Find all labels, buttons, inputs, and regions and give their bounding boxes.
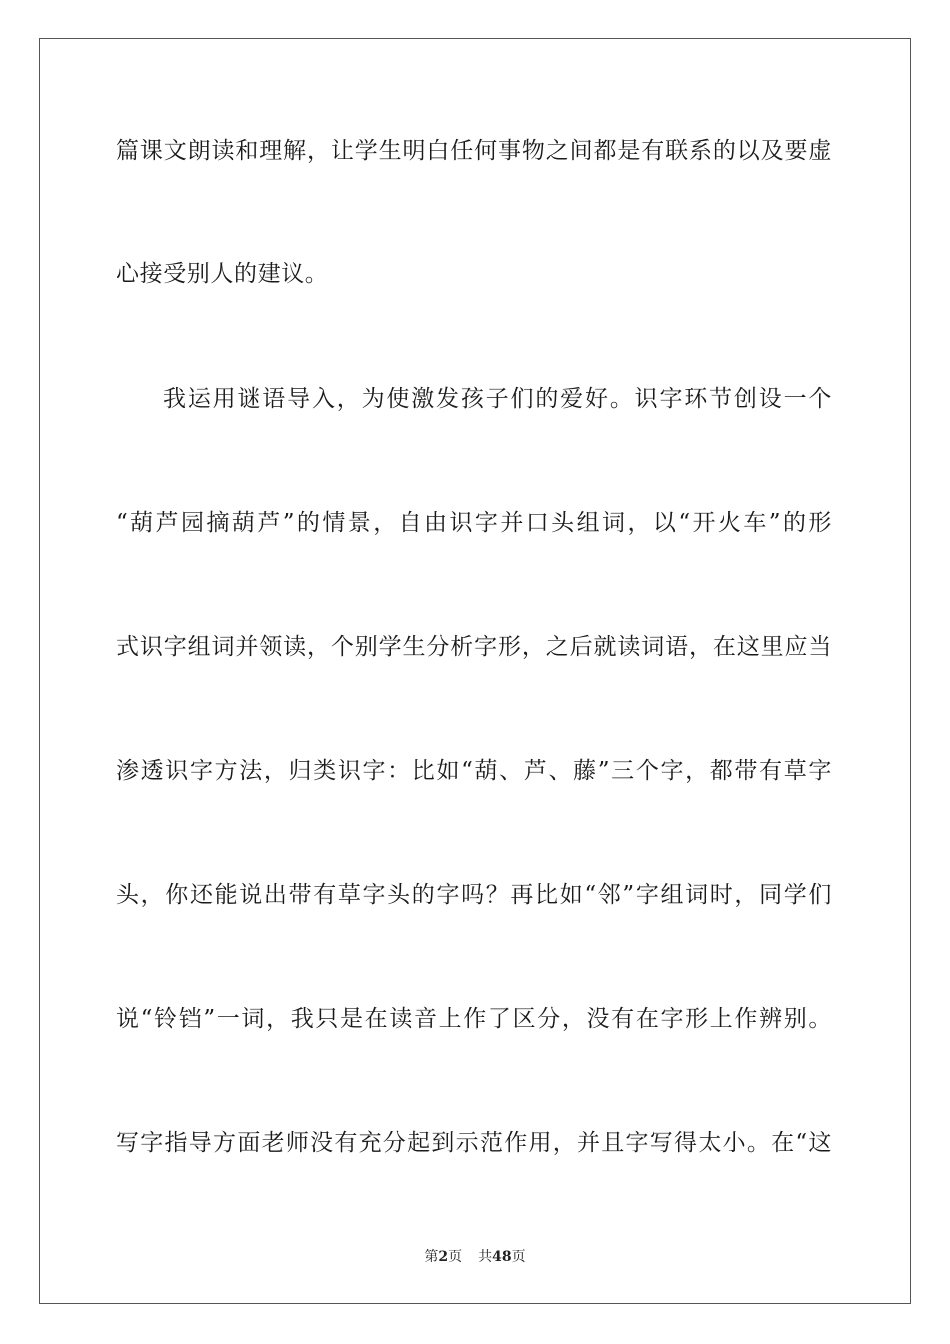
page-suffix: 页 [448,1249,463,1265]
text-line-8: 说“铃铛”一词，我只是在读音上作了区分，没有在字形上作辨别。 [116,1006,832,1032]
page-prefix: 第 [424,1249,439,1265]
page-number: 2 [438,1249,449,1265]
text-line-6: 渗透识字方法，归类识字：比如“葫、芦、藤”三个字，都带有草字 [116,758,832,784]
total-prefix: 共 [478,1249,493,1265]
page-footer [0,1248,950,1266]
text-line-7: 头，你还能说出带有草字头的字吗？再比如“邻”字组词时，同学们 [116,882,832,908]
total-suffix: 页 [511,1249,526,1265]
text-line-9: 写字指导方面老师没有充分起到示范作用，并且字写得太小。在“这 [116,1130,832,1156]
page-border [39,38,911,1304]
text-line-5: 式识字组词并领读，个别学生分析字形，之后就读词语，在这里应当 [116,634,832,660]
text-line-2: 心接受别人的建议。 [116,261,329,287]
total-pages: 48 [492,1249,512,1265]
text-line-3: 我运用谜语导入，为使激发孩子们的爱好。识字环节创设一个 [163,386,832,412]
text-line-4: “葫芦园摘葫芦”的情景，自由识字并口头组词，以“开火车”的形 [116,510,832,536]
text-line-1: 篇课文朗读和理解，让学生明白任何事物之间都是有联系的以及要虚 [116,138,832,164]
